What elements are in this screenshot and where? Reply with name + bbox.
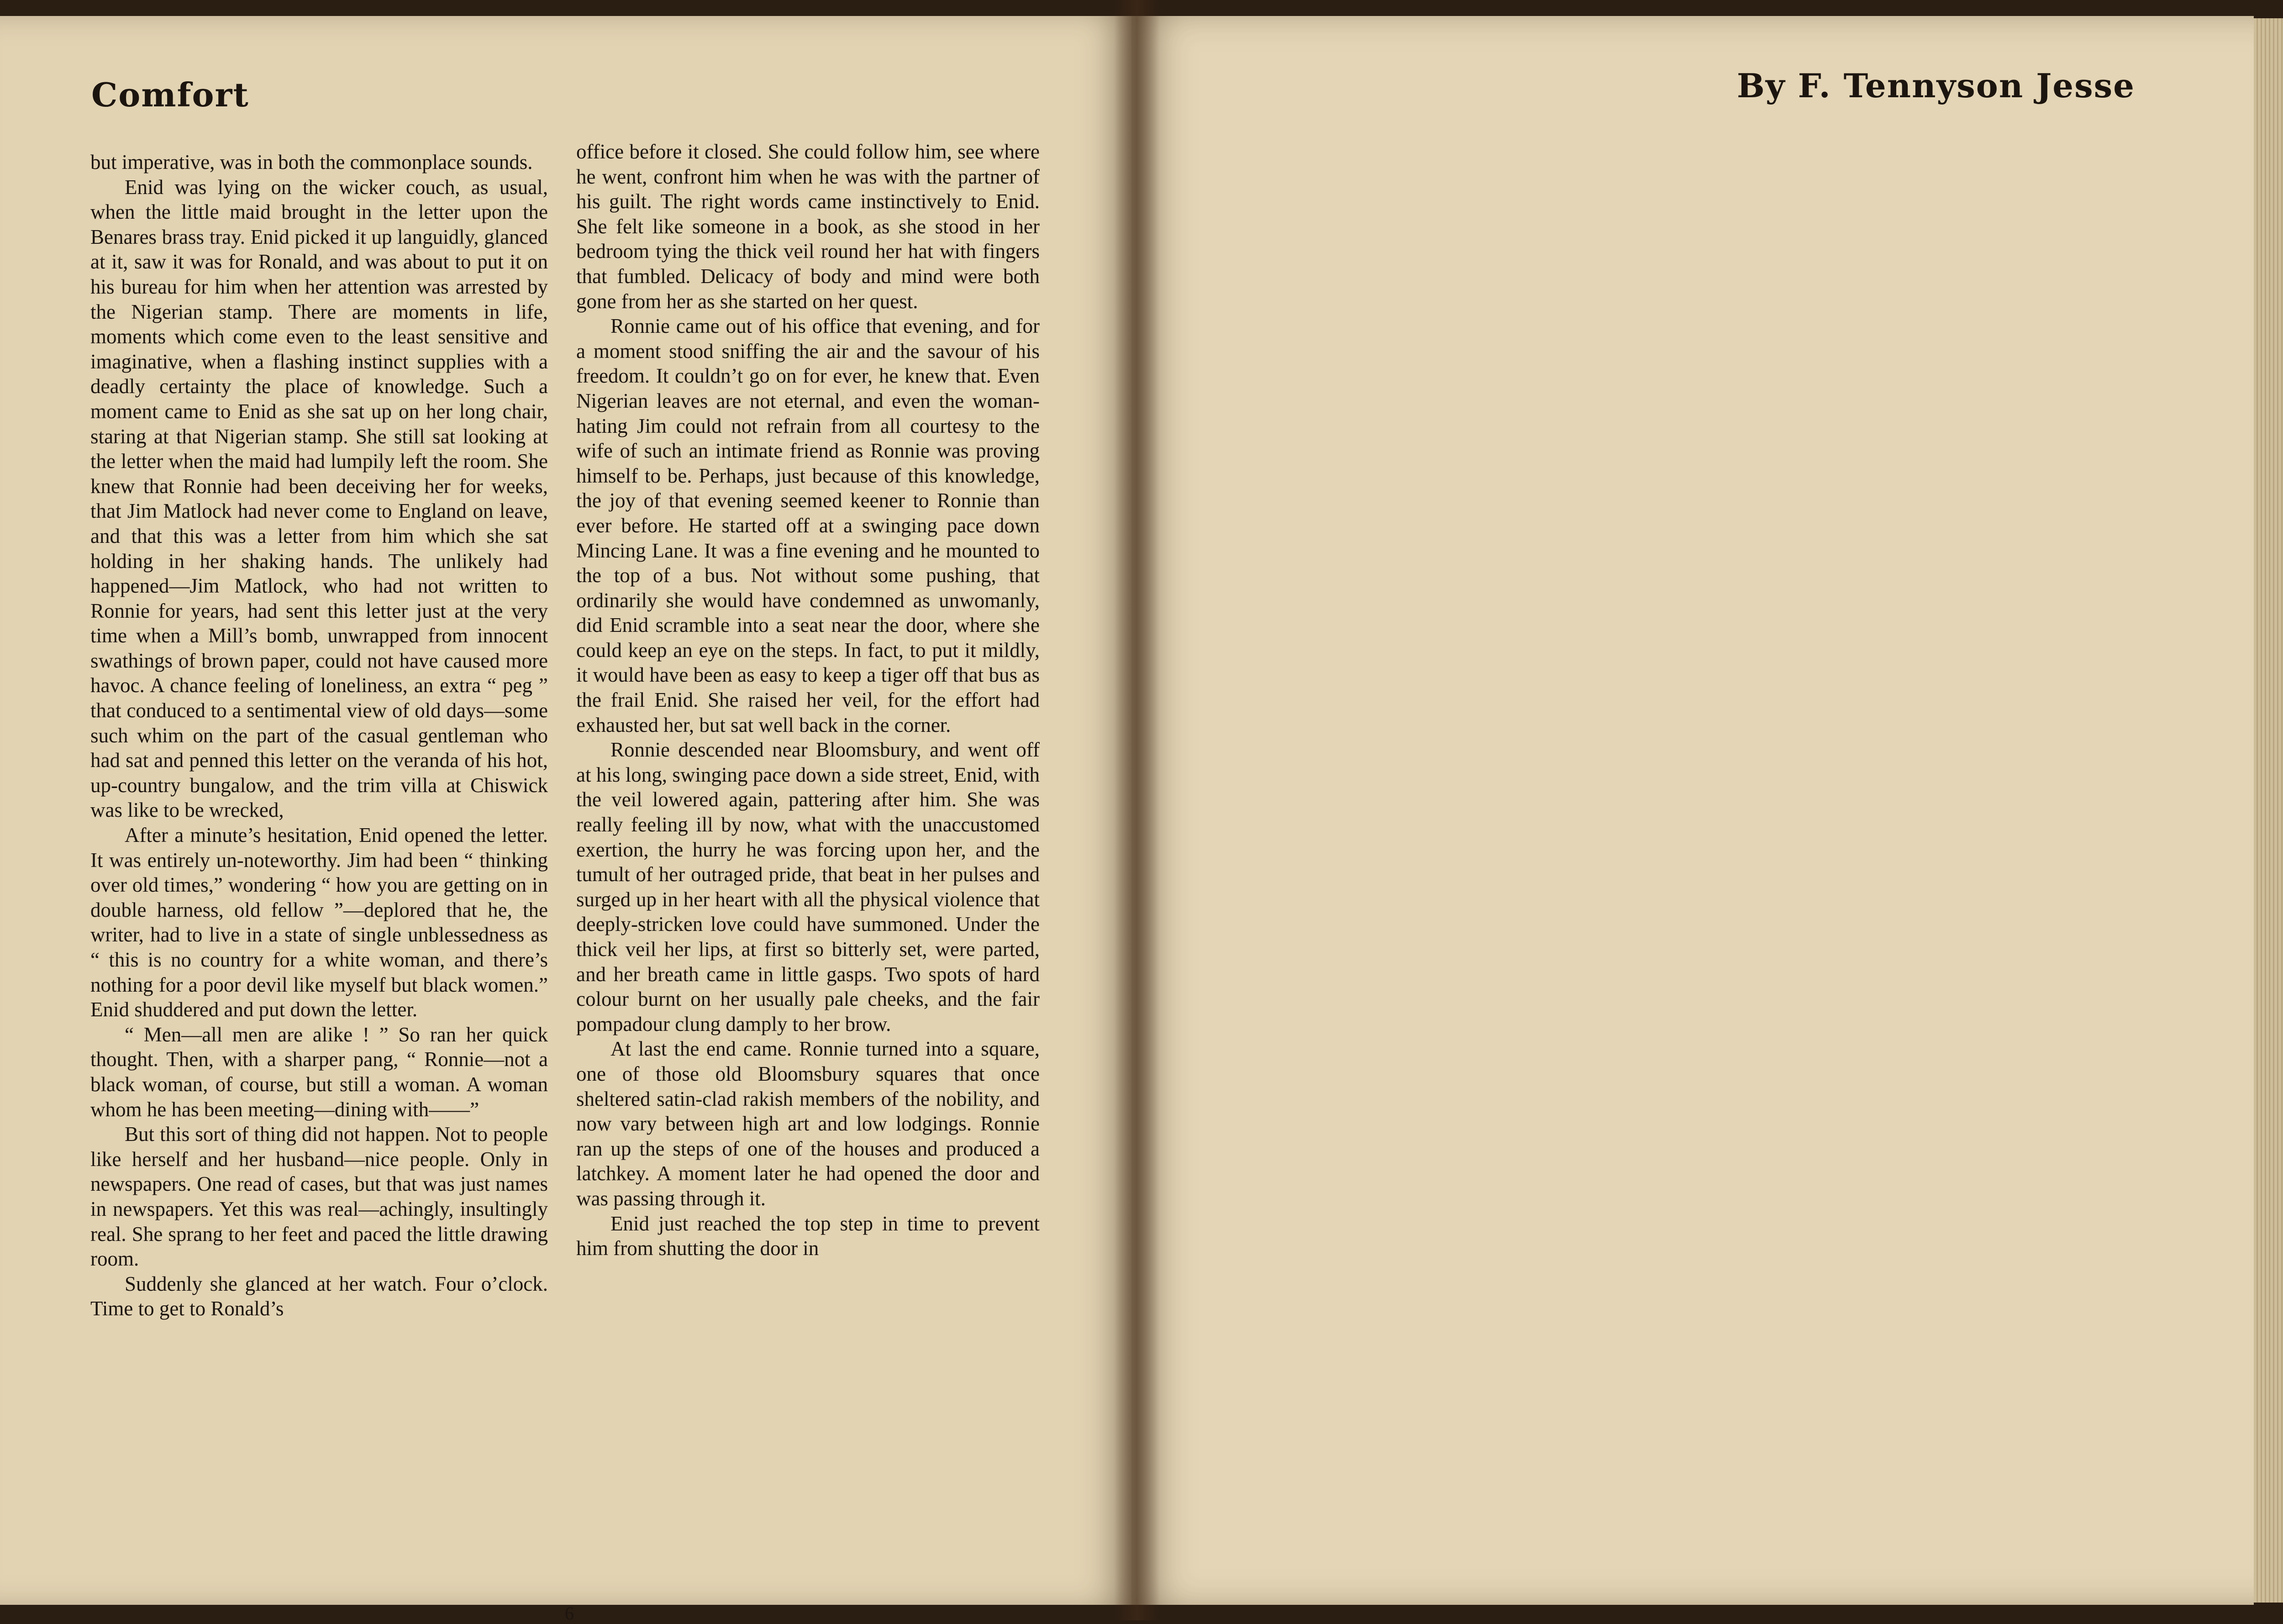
left-page [0, 16, 1131, 1624]
paragraph: office before it closed. She could follow him, see where he went, confront him when he was with the partner of his guilt. The right words came instinctively to Enid. She felt like someone in a book, as she stood in her bedroom tying the thick veil round her hat with fingers that fumbled. Delicacy of body and mind were both gone from her as she started on her quest. [576, 140, 1040, 313]
page-edges [2254, 18, 2283, 1603]
page-number: 6 [565, 1603, 574, 1624]
paragraph: Ronnie descended near Bloomsbury, and went off at his long, swinging pace down a side street, Enid, with the veil lowered again, pattering after him. She was really feeling ill by now, what with the unaccustomed exertion, the hurry he was forcing upon her, and the tumult of her outraged pride, that beat in her pulses and surged up in her heart with all the physical violence that deeply-stricken love could have summoned. Under the thick veil her lips, at first so bitterly set, were parted, and her breath came in little gasps. Two spots of hard colour burnt on her usually pale cheeks, and the fair pompadour clung damply to her brow. [576, 738, 1040, 1035]
book-gutter [1114, 0, 1160, 1620]
paragraph: “ Men—all men are alike ! ” So ran her quick thought. Then, with a sharper pang, “ Ronnie—not a black woman, of course, but still a woman. A woman whom he has been meeting—dining with——” [90, 1023, 548, 1121]
paragraph: Ronnie came out of his office that evening, and for a moment stood sniffing the air and the savour of his freedom. It couldn’t go on for ever, he knew that. Even Nigerian leaves are not eternal, and even the woman-hating Jim could not refrain from all courtesy to the wife of such an intimate friend as Ronnie was proving himself to be. Perhaps, just because of this knowledge, the joy of that evening seemed keener to Ronnie than ever before. He started off at a swinging pace down Mincing Lane. It was a fine evening and he mounted to the top of a bus. Not without some pushing, that ordinarily she would have condemned as unwomanly, did Enid scramble into a seat near the door, where she could keep an eye on the steps. In fact, to put it mildly, it would have been as easy to keep a tiger off that bus as the frail Enid. She raised her veil, for the effort had exhausted her, but sat well back in the corner. [576, 315, 1040, 736]
paragraph: Enid just reached the top step in time to prevent him from shutting the door in [576, 1212, 1040, 1260]
text-column-1 [90, 150, 548, 1592]
paragraph: Suddenly she glanced at her watch. Four o’clock. Time to get to Ronald’s [90, 1272, 548, 1320]
running-head-author: By F. Tennyson Jesse [1736, 66, 2135, 105]
running-head-title: Comfort [91, 75, 249, 114]
text-column-2 [576, 139, 1040, 1600]
paragraph: Enid was lying on the wicker couch, as usual, when the little maid brought in the letter upon the Benares brass tray. Enid picked it up languidly, glanced at it, saw it was for Ronald, and was about to put it on his bureau for him when her attention was arrested by the Nigerian stamp. There are moments in life, moments which come even to the least sensitive and imaginative, when a flashing instinct supplies with a deadly certainty the place of knowledge. Such a moment came to Enid as she sat up on her long chair, staring at that Nigerian stamp. She still sat looking at the letter when the maid had lumpily left the room. She knew that Ronnie had been deceiving her for weeks, that Jim Matlock had never come to England on leave, and that this was a letter from him which she sat holding in her shaking hands. The unlikely had happened—Jim Matlock, who had not written to Ronnie for years, had sent this letter just at the very time when a Mill’s bomb, unwrapped from innocent swathings of brown paper, could not have caused more havoc. A chance feeling of loneliness, an extra “ peg ” that conduced to a sentimental view of old days—some such whim on the part of the casual gentleman who had sat and penned this letter on the veranda of his hot, up-country bungalow, and the trim villa at Chiswick was like to be wrecked, [90, 175, 548, 822]
paragraph: but imperative, was in both the commonplace sounds. [90, 151, 533, 173]
paragraph: After a minute’s hesitation, Enid opened the letter. It was entirely un-noteworthy. Jim had been “ thinking over old times,” wondering “ how you are getting on in double harness, old fellow ”—deplored that he, the writer, had to live in a state of single unblessedness as “ this is no country for a white woman, and there’s nothing for a poor devil like myself but black women.” Enid shuddered and put down the letter. [90, 824, 548, 1021]
paragraph: At last the end came. Ronnie turned into a square, one of those old Bloomsbury squares that once sheltered satin-clad rakish members of the nobility, and now vary between high art and low lodgings. Ronnie ran up the steps of one of the houses and produced a latchkey. A moment later he had opened the door and was passing through it. [576, 1037, 1040, 1210]
paragraph: But this sort of thing did not happen. Not to people like herself and her husband—nice people. Only in newspapers. One read of cases, but that was just names in newspapers. Yet this was real—achingly, insultingly real. She sprang to her feet and paced the little drawing room. [90, 1123, 548, 1271]
right-page [1131, 16, 2254, 1605]
